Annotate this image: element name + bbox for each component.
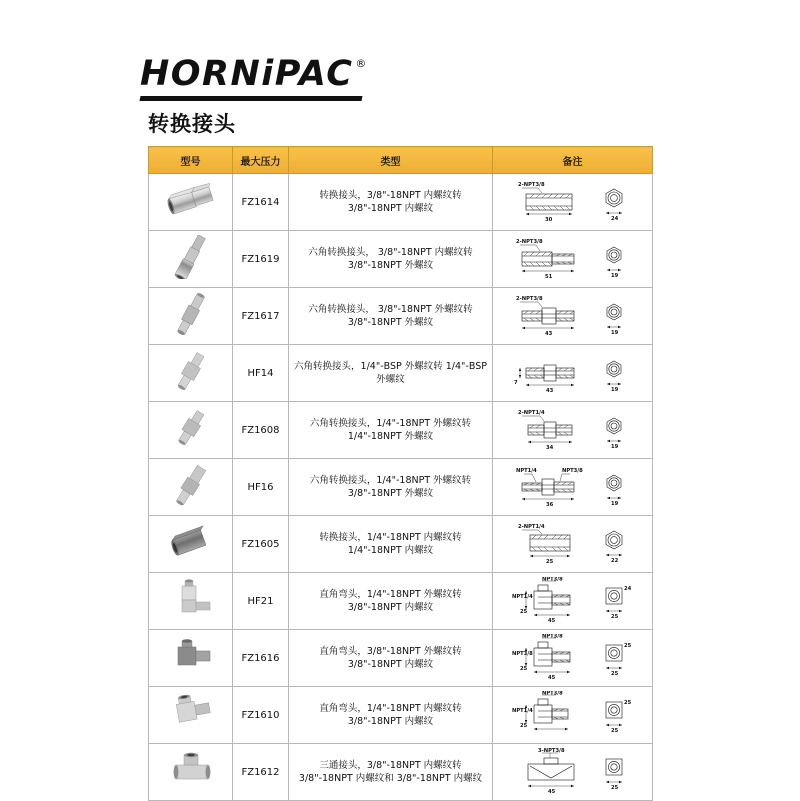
- table-header-type: 类型: [289, 147, 493, 174]
- end-view-drawing: [594, 237, 634, 281]
- dim-label-thread: 2-NPT3/8: [515, 296, 543, 302]
- product-photo-cell: [149, 288, 233, 345]
- dim-label-thread-side: NPT3/8: [511, 651, 533, 657]
- model-number: FZ1612: [233, 744, 289, 801]
- female-coupling-photo: [156, 520, 226, 564]
- dim-label-depth: 25: [610, 671, 618, 677]
- dim-label-hex: 19: [610, 387, 618, 393]
- drawing-cell: [493, 573, 653, 630]
- dim-label-length: 25: [545, 559, 553, 565]
- dim-label-thread: 2-NPT3/8: [517, 182, 545, 188]
- tee-photo: [156, 747, 226, 793]
- model-number: FZ1617: [233, 288, 289, 345]
- type-description: 直角弯头，3/8"-18NPT 外螺纹转 3/8"-18NPT 内螺纹: [289, 630, 493, 687]
- dim-label-height: 25: [519, 609, 527, 615]
- product-photo-cell: [149, 687, 233, 744]
- parts-table: [148, 146, 653, 801]
- type-description: 转换接头，3/8"-18NPT 内螺纹转 3/8"-18NPT 内螺纹: [289, 174, 493, 231]
- dim-label-thread-top: NPT3/8: [541, 577, 563, 583]
- end-view-drawing: [594, 691, 634, 739]
- brand-underline: [139, 96, 362, 101]
- product-photo-cell: [149, 573, 233, 630]
- dim-label-thread-side: NPT1/4: [511, 708, 533, 714]
- table-row: [149, 459, 653, 516]
- product-photo-cell: [149, 231, 233, 288]
- dim-label-thread-top: NPT3/8: [541, 691, 563, 697]
- drawing-cell: [493, 459, 653, 516]
- type-description: 六角转换接头，1/4"-BSP 外螺纹转 1/4"-BSP 外螺纹: [289, 345, 493, 402]
- product-photo-cell: [149, 402, 233, 459]
- dim-label-height: 25: [519, 723, 527, 729]
- dim-label-thread: 2-NPT1/4: [517, 524, 545, 530]
- table-header-row: [149, 147, 653, 174]
- section-drawing: [512, 351, 590, 395]
- end-view-drawing: [594, 408, 634, 452]
- dim-label-hex: 19: [610, 330, 618, 336]
- table-row: [149, 345, 653, 402]
- table-header-pressure: 最大压力: [233, 147, 289, 174]
- type-description: 三通接头，3/8"-18NPT 内螺纹转 3/8"-18NPT 内螺纹和 3/8"-18NPT 内螺纹: [289, 744, 493, 801]
- type-description: 直角弯头，1/4"-18NPT 外螺纹转 3/8"-18NPT 内螺纹: [289, 573, 493, 630]
- model-number: FZ1605: [233, 516, 289, 573]
- dim-label-height: 25: [519, 666, 527, 672]
- drawing-cell: [493, 174, 653, 231]
- elbow-photo-2: [156, 633, 226, 679]
- end-view-drawing: [594, 294, 634, 338]
- table-row: [149, 174, 653, 231]
- drawing-cell: [493, 345, 653, 402]
- elbow-photo-3: [156, 690, 226, 736]
- type-description: 直角弯头，1/4"-18NPT 内螺纹转 3/8"-18NPT 内螺纹: [289, 687, 493, 744]
- model-number: FZ1614: [233, 174, 289, 231]
- brand-logo: [140, 55, 366, 99]
- table-row: [149, 630, 653, 687]
- section-drawing: [512, 634, 590, 682]
- table-row: [149, 402, 653, 459]
- dim-label-thread-top: NPT3/8: [541, 634, 563, 640]
- dim-label-length: 51: [544, 274, 552, 280]
- dim-label-hex: 19: [610, 501, 618, 507]
- product-photo-cell: [149, 459, 233, 516]
- dim-label-thread: 2-NPT3/8: [515, 239, 543, 245]
- straight-coupling-hex-photo: [156, 180, 226, 220]
- section-drawing: [512, 294, 590, 338]
- dim-label-length: 36: [545, 502, 553, 508]
- drawing-cell: [493, 231, 653, 288]
- drawing-cell: [493, 516, 653, 573]
- dim-label-thread-side: NPT1/4: [511, 594, 533, 600]
- dim-label-length: 34: [545, 445, 553, 451]
- section-drawing: [512, 577, 590, 625]
- section-drawing: [512, 691, 590, 739]
- section-drawing: [512, 465, 590, 509]
- product-photo-cell: [149, 345, 233, 402]
- dim-label-thread-right: NPT3/8: [561, 468, 583, 474]
- hex-adapter-photo-1: [156, 235, 226, 279]
- end-view-drawing: [594, 351, 634, 395]
- section-drawing: [512, 408, 590, 452]
- hex-adapter-photo-3: [156, 349, 226, 393]
- dim-label-thread: 2-NPT1/4: [517, 410, 545, 416]
- dim-label-depth: 25: [610, 614, 618, 620]
- dim-label-length: 45: [547, 789, 555, 795]
- dim-label-thread: 3-NPT3/8: [537, 748, 565, 754]
- drawing-cell: [493, 288, 653, 345]
- table-row: [149, 231, 653, 288]
- dim-label-hex: 24: [610, 216, 618, 222]
- product-photo-cell: [149, 174, 233, 231]
- end-view-drawing: [594, 577, 634, 625]
- dim-label-hex: 22: [610, 558, 618, 564]
- model-number: FZ1610: [233, 687, 289, 744]
- drawing-cell: [493, 687, 653, 744]
- type-description: 六角转换接头， 3/8"-18NPT 外螺纹转 3/8"-18NPT 外螺纹: [289, 288, 493, 345]
- type-description: 六角转换接头， 3/8"-18NPT 内螺纹转 3/8"-18NPT 外螺纹: [289, 231, 493, 288]
- drawing-cell: [493, 744, 653, 801]
- parts-table-container: [148, 146, 652, 801]
- dim-label-length: 45: [547, 675, 555, 681]
- table-row: [149, 573, 653, 630]
- dim-label-width: 24: [623, 586, 631, 592]
- type-description: 六角转换接头，1/4"-18NPT 外螺纹转 1/4"-18NPT 外螺纹: [289, 402, 493, 459]
- model-number: FZ1608: [233, 402, 289, 459]
- hex-adapter-photo-2: [156, 292, 226, 336]
- dim-label-depth: 25: [610, 728, 618, 734]
- model-number: FZ1619: [233, 231, 289, 288]
- dim-label-width: 25: [623, 700, 631, 706]
- section-drawing: [512, 237, 590, 281]
- section-drawing: [512, 180, 590, 224]
- section-drawing: [512, 748, 590, 796]
- model-number: FZ1616: [233, 630, 289, 687]
- hex-adapter-photo-5: [156, 463, 226, 507]
- model-number: HF14: [233, 345, 289, 402]
- table-header-note: 备注: [493, 147, 653, 174]
- dim-label-length: 30: [544, 217, 552, 223]
- dim-label-hex: 19: [610, 273, 618, 279]
- model-number: HF21: [233, 573, 289, 630]
- drawing-cell: [493, 630, 653, 687]
- product-photo-cell: [149, 630, 233, 687]
- registered-mark: ®: [355, 57, 367, 70]
- dim-label-length: 45: [547, 618, 555, 624]
- end-view-drawing: [594, 634, 634, 682]
- table-row: [149, 516, 653, 573]
- table-header-model: 型号: [149, 147, 233, 174]
- page-title: 转换接头: [148, 112, 236, 136]
- type-description: 转换接头，1/4"-18NPT 内螺纹转 1/4"-18NPT 内螺纹: [289, 516, 493, 573]
- dim-label-width: 25: [623, 643, 631, 649]
- elbow-photo-1: [156, 576, 226, 622]
- table-row: [149, 687, 653, 744]
- table-row: [149, 744, 653, 801]
- drawing-cell: [493, 402, 653, 459]
- hex-adapter-photo-4: [156, 406, 226, 450]
- product-photo-cell: [149, 516, 233, 573]
- product-photo-cell: [149, 744, 233, 801]
- dim-label-length: 43: [545, 388, 553, 394]
- end-view-drawing: [594, 465, 634, 509]
- model-number: HF16: [233, 459, 289, 516]
- dim-label-length: 43: [544, 331, 552, 337]
- dim-label-hex: 19: [610, 444, 618, 450]
- end-view-drawing: [594, 522, 634, 566]
- dim-label-thread-left: NPT1/4: [515, 468, 537, 474]
- section-drawing: [512, 522, 590, 566]
- brand-name: HORNiPAC: [140, 54, 354, 94]
- table-row: [149, 288, 653, 345]
- end-view-drawing: [594, 748, 634, 796]
- end-view-drawing: [594, 180, 634, 224]
- dim-label-bore: 7: [513, 380, 518, 386]
- type-description: 六角转换接头，1/4"-18NPT 外螺纹转 3/8"-18NPT 外螺纹: [289, 459, 493, 516]
- dim-label-size: 25: [610, 785, 618, 791]
